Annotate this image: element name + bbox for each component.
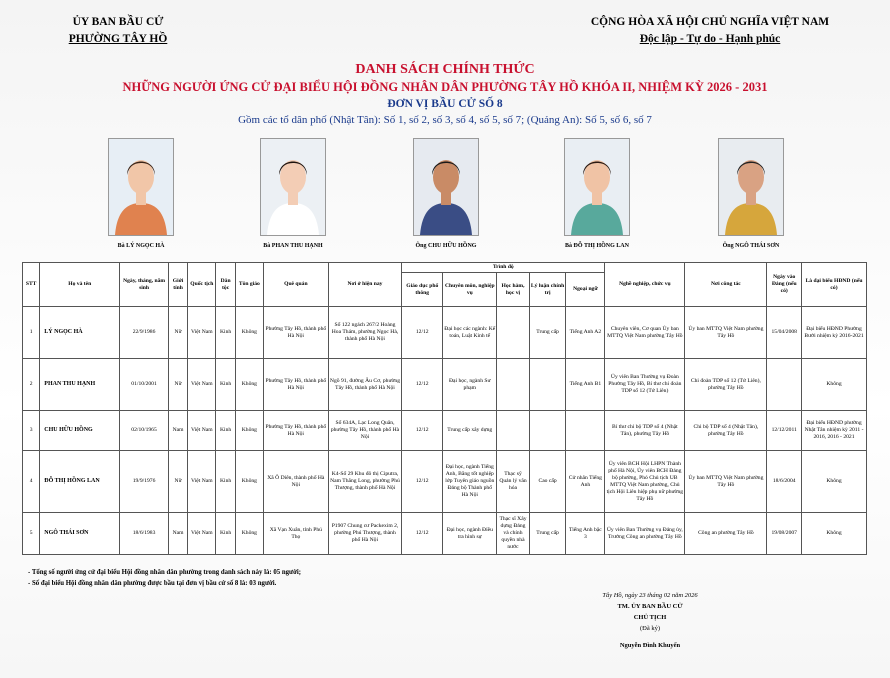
photo-caption: Bà LÝ NGỌC HÀ: [117, 243, 165, 249]
cell-religion: Không: [235, 359, 263, 411]
place-date: Tây Hồ, ngày 23 tháng 02 năm 2026: [602, 592, 698, 599]
candidate-photo: [413, 138, 479, 249]
summary-notes: [28, 567, 301, 589]
sign-role: CHỦ TỊCH: [633, 614, 667, 621]
cell-professional: Đại học, ngành Sư phạm: [443, 359, 497, 411]
cell-language: Cử nhân Tiếng Anh: [566, 451, 605, 513]
cell-occupation: Ủy viên Ban Thường vụ Đoàn Phường Tây Hồ, Bí thư chi đoàn TDP số 12 (Tứ Liên): [605, 359, 685, 411]
cell-ethnicity: Kinh: [216, 307, 235, 359]
cell-workplace: Công an phường Tây Hồ: [685, 513, 767, 555]
cell-language: Tiếng Anh B1: [566, 359, 605, 411]
cell-occupation: Chuyên viên, Cơ quan Ủy ban MTTQ Việt Nam phường Tây Hồ: [605, 307, 685, 359]
cell-political: Trung cấp: [529, 513, 566, 555]
col-residence: Nơi ở hiện nay: [328, 263, 401, 307]
cell-occupation: Ủy viên BCH Hội LHPN Thành phố Hà Nội, Ủy viên BCH Đảng bộ phường, Phó Chủ tịch UB MTTQ Việt Nam phường, Chủ tịch Hội Liên hiệp phụ nữ phường Tây Hồ: [605, 451, 685, 513]
issuer-line-1: ỦY BAN BẦU CỬ: [72, 16, 164, 28]
cell-stt: 2: [23, 359, 40, 411]
cell-professional: Đại học, ngành Điều tra hình sự: [443, 513, 497, 555]
cell-ethnicity: Kinh: [216, 411, 235, 451]
col-dob: Ngày, tháng, năm sinh: [120, 263, 169, 307]
cell-political: [529, 411, 566, 451]
cell-dob: 02/10/1965: [120, 411, 169, 451]
cell-general: 12/12: [402, 359, 443, 411]
cell-residence: Số 634A, Lạc Long Quân, phường Tây Hồ, thành phố Hà Nội: [328, 411, 401, 451]
cell-council: Không: [802, 359, 867, 411]
col-degree: Học hàm, học vị: [497, 273, 529, 307]
cell-gender: Nữ: [168, 451, 187, 513]
col-general-edu: Giáo dục phổ thông: [402, 273, 443, 307]
cell-occupation: Ủy viên Ban Thường vụ Đảng ủy, Trưởng Công an phường Tây Hồ: [605, 513, 685, 555]
cell-party-date: 15/04/2008: [767, 307, 802, 359]
cell-political: Cao cấp: [529, 451, 566, 513]
cell-council: Không: [802, 451, 867, 513]
cell-professional: Trung cấp xây dựng: [443, 411, 497, 451]
cell-religion: Không: [235, 307, 263, 359]
photo-caption: Bà ĐỖ THỊ HỒNG LAN: [565, 243, 629, 249]
cell-stt: 5: [23, 513, 40, 555]
cell-dob: 22/9/1986: [120, 307, 169, 359]
col-political: Lý luận chính trị: [529, 273, 566, 307]
cell-residence: K4-Số 29 Khu đô thị Ciputra, Nam Thăng Long, phường Phú Thượng, thành phố Hà Nội: [328, 451, 401, 513]
candidate-table: [22, 262, 867, 555]
cell-residence: Ngõ 91, đường Âu Cơ, phường Tây Hồ, thành phố Hà Nội: [328, 359, 401, 411]
cell-dob: 01/10/2001: [120, 359, 169, 411]
col-education-group: Trình độ: [402, 263, 605, 273]
table-row: [23, 411, 867, 451]
cell-stt: 4: [23, 451, 40, 513]
portrait-image: [108, 138, 174, 236]
cell-hometown: Xã Vạn Xuân, tỉnh Phú Thọ: [263, 513, 328, 555]
cell-dob: 19/9/1976: [120, 451, 169, 513]
col-stt: STT: [23, 263, 40, 307]
cell-general: 12/12: [402, 513, 443, 555]
cell-religion: Không: [235, 513, 263, 555]
electoral-unit: ĐƠN VỊ BẦU CỬ SỐ 8: [387, 98, 503, 110]
issuer-header: [38, 14, 198, 48]
cell-degree: [497, 307, 529, 359]
cell-workplace: Chi bộ TDP số 4 (Nhật Tân), phường Tây Hồ: [685, 411, 767, 451]
signature-block: [560, 590, 740, 651]
national-motto: [560, 14, 860, 48]
cell-language: [566, 411, 605, 451]
col-nationality: Quốc tịch: [188, 263, 216, 307]
cell-gender: Nam: [168, 411, 187, 451]
motto-line-2: Độc lập - Tự do - Hạnh phúc: [639, 33, 781, 45]
col-party-date: Ngày vào Đảng (nếu có): [767, 263, 802, 307]
cell-general: 12/12: [402, 307, 443, 359]
cell-degree: [497, 359, 529, 411]
cell-workplace: Ủy ban MTTQ Việt Nam phường Tây Hồ: [685, 307, 767, 359]
cell-religion: Không: [235, 411, 263, 451]
cell-degree: Thạc sỹ Quản lý văn hóa: [497, 451, 529, 513]
cell-name: PHAN THU HẠNH: [40, 359, 120, 411]
col-religion: Tôn giáo: [235, 263, 263, 307]
cell-occupation: Bí thư chi bộ TDP số 4 (Nhật Tân), phường Tây Hồ: [605, 411, 685, 451]
cell-gender: Nữ: [168, 359, 187, 411]
sign-status: (Đã ký): [639, 625, 661, 632]
issuer-line-2: PHƯỜNG TÂY HỒ: [68, 33, 168, 45]
col-name: Họ và tên: [40, 263, 120, 307]
col-hometown: Quê quán: [263, 263, 328, 307]
cell-hometown: Phường Tây Hồ, thành phố Hà Nội: [263, 359, 328, 411]
doc-subtitle: NHỮNG NGƯỜI ỨNG CỬ ĐẠI BIỂU HỘI ĐỒNG NHÂN DÂN PHƯỜNG TÂY HỒ KHÓA II, NHIỆM KỲ 2026 - 2031: [122, 80, 768, 94]
portrait-image: [564, 138, 630, 236]
cell-nationality: Việt Nam: [188, 513, 216, 555]
cell-council: Không: [802, 513, 867, 555]
cell-ethnicity: Kinh: [216, 359, 235, 411]
photo-caption: Bà PHAN THU HẠNH: [263, 243, 323, 249]
cell-religion: Không: [235, 451, 263, 513]
candidate-photo: [718, 138, 784, 249]
cell-hometown: Phường Tây Hồ, thành phố Hà Nội: [263, 307, 328, 359]
col-council: Là đại biểu HĐND (nếu có): [802, 263, 867, 307]
candidate-photo: [260, 138, 326, 249]
signer-name: Nguyễn Đình Khuyến: [619, 642, 681, 649]
cell-name: ĐỖ THỊ HỒNG LAN: [40, 451, 120, 513]
doc-title: DANH SÁCH CHÍNH THỨC: [355, 62, 535, 77]
photo-caption: Ông NGÔ THÁI SƠN: [722, 243, 780, 249]
cell-name: LÝ NGỌC HÀ: [40, 307, 120, 359]
cell-language: Tiếng Anh bậc 3: [566, 513, 605, 555]
sign-org: TM. ỦY BAN BẦU CỬ: [617, 603, 683, 610]
portrait-image: [260, 138, 326, 236]
cell-hometown: Xã Ô Diên, thành phố Hà Nội: [263, 451, 328, 513]
col-ethnicity: Dân tộc: [216, 263, 235, 307]
cell-general: 12/12: [402, 451, 443, 513]
cell-party-date: 12/12/2011: [767, 411, 802, 451]
note-total-candidates: - Tổng số người ứng cử đại biểu Hội đồng nhân dân phường trong danh sách này là: 05 người;: [28, 569, 301, 576]
table-row: [23, 513, 867, 555]
cell-council: Đại biểu HĐND phường Nhật Tân nhiệm kỳ 2011 - 2016, 2016 - 2021: [802, 411, 867, 451]
cell-hometown: Phường Tây Hồ, thành phố Hà Nội: [263, 411, 328, 451]
candidate-photos: [0, 138, 890, 253]
cell-nationality: Việt Nam: [188, 411, 216, 451]
cell-workplace: Chi đoàn TDP số 12 (Tứ Liên), phường Tây Hồ: [685, 359, 767, 411]
col-gender: Giới tính: [168, 263, 187, 307]
cell-council: Đại biểu HĐND Phường Bưởi nhiệm kỳ 2016-2021: [802, 307, 867, 359]
table-row: [23, 451, 867, 513]
cell-stt: 3: [23, 411, 40, 451]
col-professional: Chuyên môn, nghiệp vụ: [443, 273, 497, 307]
electoral-unit-scope: Gồm các tổ dân phố (Nhật Tân): Số 1, số 2, số 3, số 4, số 5, số 7; (Quảng An): Số 5, số 6, số 7: [238, 114, 652, 126]
cell-party-date: [767, 359, 802, 411]
table-row: [23, 359, 867, 411]
cell-degree: Thạc sĩ Xây dựng Đảng và chính quyền nhà nước: [497, 513, 529, 555]
cell-dob: 18/6/1983: [120, 513, 169, 555]
cell-nationality: Việt Nam: [188, 307, 216, 359]
col-workplace: Nơi công tác: [685, 263, 767, 307]
cell-political: [529, 359, 566, 411]
cell-general: 12/12: [402, 411, 443, 451]
cell-name: NGÔ THÁI SƠN: [40, 513, 120, 555]
cell-nationality: Việt Nam: [188, 359, 216, 411]
cell-nationality: Việt Nam: [188, 451, 216, 513]
cell-gender: Nữ: [168, 307, 187, 359]
cell-professional: Đại học, ngành Tiếng Anh, Bằng tốt nghiệp lớp Tuyên giáo nguồn Đảng bộ Thành phố Hà Nội: [443, 451, 497, 513]
col-occupation: Nghề nghiệp, chức vụ: [605, 263, 685, 307]
cell-degree: [497, 411, 529, 451]
candidate-photo: [108, 138, 174, 249]
cell-workplace: Ủy ban MTTQ Việt Nam phường Tây Hồ: [685, 451, 767, 513]
cell-language: Tiếng Anh A2: [566, 307, 605, 359]
portrait-image: [413, 138, 479, 236]
cell-professional: Đại học các ngành: Kế toán, Luật Kinh tế: [443, 307, 497, 359]
cell-gender: Nam: [168, 513, 187, 555]
cell-ethnicity: Kinh: [216, 451, 235, 513]
table-row: [23, 307, 867, 359]
portrait-image: [718, 138, 784, 236]
cell-party-date: 19/08/2007: [767, 513, 802, 555]
motto-line-1: CỘNG HÒA XÃ HỘI CHỦ NGHĨA VIỆT NAM: [590, 16, 830, 28]
cell-stt: 1: [23, 307, 40, 359]
cell-name: CHU HỮU HỒNG: [40, 411, 120, 451]
cell-residence: P1907 Chung cư Packexim 2, phường Phú Thượng, thành phố Hà Nội: [328, 513, 401, 555]
candidate-photo: [564, 138, 630, 249]
photo-caption: Ông CHU HỮU HỒNG: [415, 243, 477, 249]
col-language: Ngoại ngữ: [566, 273, 605, 307]
cell-political: Trung cấp: [529, 307, 566, 359]
cell-residence: Số 122 ngách 267/2 Hoàng Hoa Thám, phường Ngọc Hà, thành phố Hà Nội: [328, 307, 401, 359]
note-seats: - Số đại biểu Hội đồng nhân dân phường được bầu tại đơn vị bầu cử số 8 là: 03 người.: [28, 580, 277, 587]
cell-ethnicity: Kinh: [216, 513, 235, 555]
cell-party-date: 18/6/2004: [767, 451, 802, 513]
